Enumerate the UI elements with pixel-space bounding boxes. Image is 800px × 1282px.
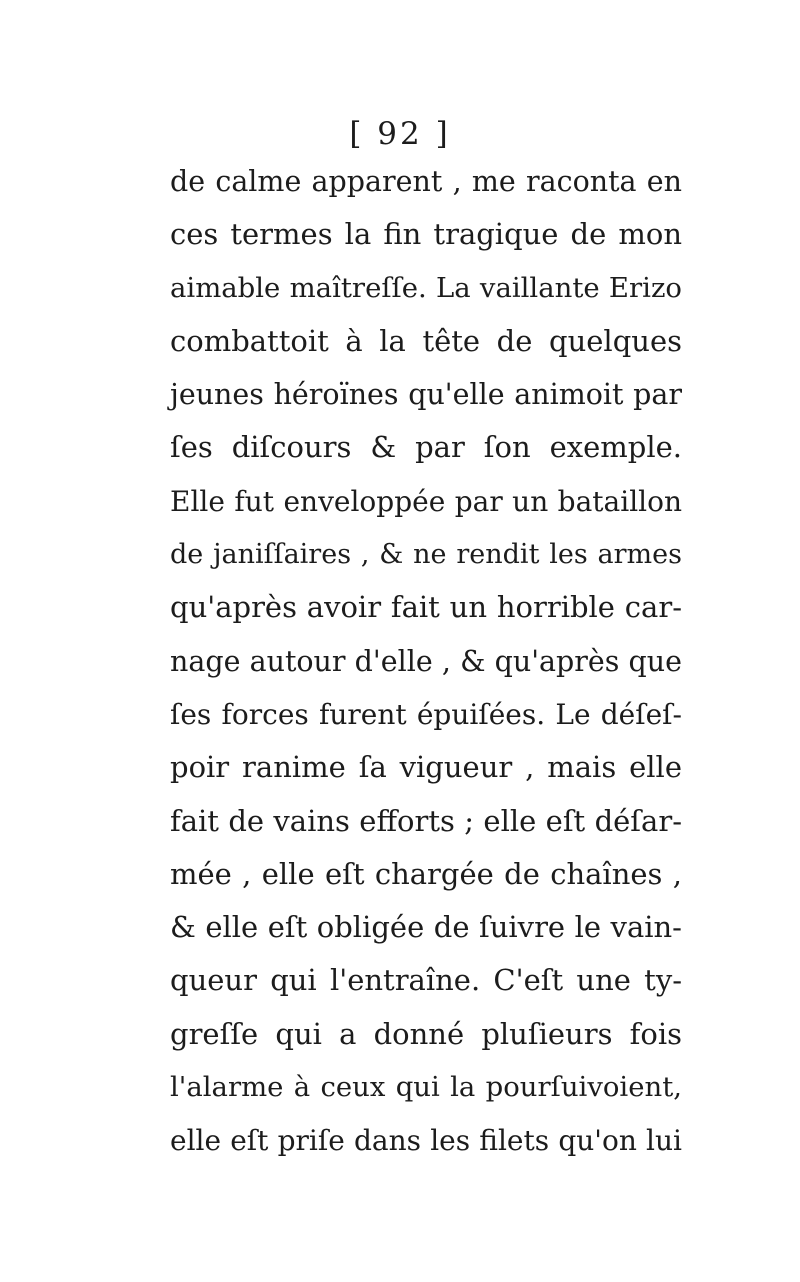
text-line: qu'après avoir fait un horrible car- xyxy=(170,590,682,625)
text-line: de janiſſaires , & ne rendit les armes xyxy=(170,539,682,571)
text-line: jeunes héroïnes qu'elle animoit par xyxy=(170,378,682,412)
text-line: l'alarme à ceux qui la pourſuivoient, xyxy=(170,1071,682,1104)
page-number: [ 92 ] xyxy=(349,116,451,152)
text-line: Elle fut enveloppée par un bataillon xyxy=(170,484,682,518)
text-line: de calme apparent , me raconta en xyxy=(170,165,682,198)
text-line: ſes diſcours & par ſon exemple. xyxy=(170,430,682,465)
text-line: aimable maîtreſſe. La vaillante Erizo xyxy=(170,271,682,304)
body-text xyxy=(170,155,682,1168)
text-line: ſes forces furent épuiſées. Le déſeſ- xyxy=(170,697,682,731)
text-line: & elle eſt obligée de ſuivre le vain- xyxy=(170,910,682,945)
text-line: queur qui l'entraîne. C'eſt une ty- xyxy=(170,963,682,998)
text-line: nage autour d'elle , & qu'après que xyxy=(170,644,682,678)
text-line: elle eſt priſe dans les filets qu'on lui xyxy=(170,1124,682,1158)
text-line: poir ranime ſa vigueur , mais elle xyxy=(170,750,682,785)
text-line: mée , elle eſt chargée de chaînes , xyxy=(170,856,682,891)
text-line: greſſe qui a donné pluſieurs fois xyxy=(170,1016,682,1051)
text-line: ces termes la fin tragique de mon xyxy=(170,217,682,252)
text-line: combattoit à la tête de quelques xyxy=(170,323,682,358)
text-line: fait de vains efforts ; elle eſt déſar- xyxy=(170,803,682,838)
